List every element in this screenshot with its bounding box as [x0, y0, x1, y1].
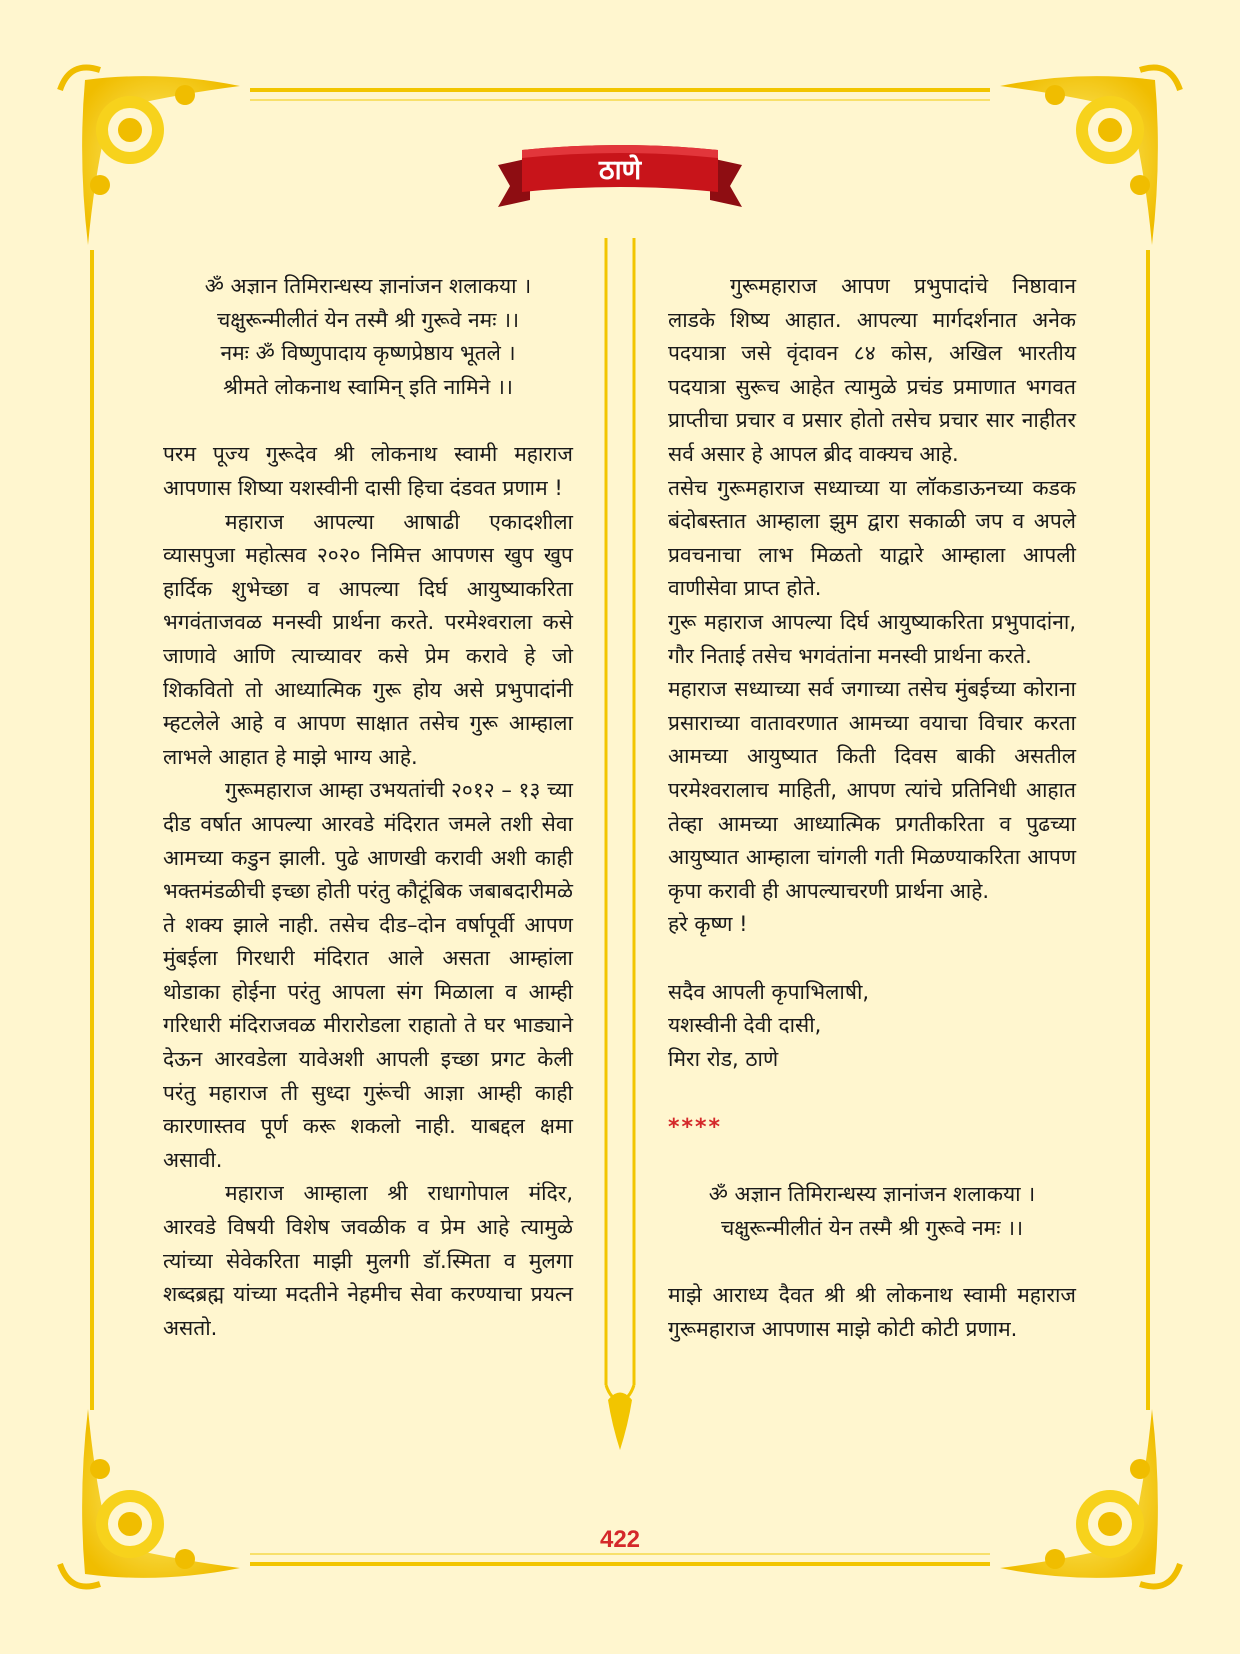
paragraph: गुरूमहाराज आम्हा उभयतांची २०१२ – १३ च्या दीड वर्षात आपल्या आरवडे मंदिरात जमले तशी सेवा आमच्या कडुन झाली. पुढे आणखी करावी अशी काही भक्तमंडळीची इच्छा होती परंतु कौटूंबिक जबाबदारीमळे ते शक्य झाले नाही. तसेच दीड–दोन वर्षापूर्वी आपण मुंबईला गिरधारी मंदिरात आले असता आम्हांला थोडाका होईना परंतु आपला संग मिळाला व आम्ही गरिधारी मंदिराजवळ मीरारोडला राहातो ते घर भाड्याने देऊन आरवडेला यावेअशी आपली इच्छा प्रगट केली परंतु महाराज ती सुध्दा गुरूंची आज्ञा आम्ही काही कारणास्तव पूर्ण करू शकलो नाही. याबद्दल क्षमा असावी. — [163, 778, 573, 1172]
page-number: 422 — [599, 1526, 641, 1553]
signature-line: यशस्वीनी देवी दासी, — [668, 1013, 822, 1038]
verse-line: श्रीमते लोकनाथ स्वामिन् इति नामिने ।। — [223, 374, 513, 399]
opening-verse — [163, 270, 573, 404]
column-divider — [606, 238, 634, 1450]
verse-line: ॐ अज्ञान तिमिरान्धस्य ज्ञानांजन शलाकया । — [204, 274, 532, 298]
signature-line: मिरा रोड, ठाणे — [668, 1047, 779, 1072]
signature-block — [668, 976, 1076, 1077]
paragraph: तसेच गुरूमहाराज सध्याच्या या लॉकडाऊनच्या कडक बंदोबस्तात आम्हाला झुम द्वारा सकाळी जप व अपले प्रवचनाचा लाभ मिळतो याद्वारे आम्हाला आपली वाणीसेवा प्राप्त होते. — [668, 475, 1076, 601]
corner-ornament-bottom-left — [60, 1409, 240, 1587]
verse-line: ॐ अज्ञान तिमिरान्धस्य ज्ञानांजन शलाकया । — [708, 1182, 1036, 1207]
paragraph: परम पूज्य गुरूदेव श्री लोकनाथ स्वामी महाराज आपणास शिष्या यशस्वीनी दासी हिचा दंडवत प्रणाम ! — [163, 442, 573, 500]
paragraph: गुरूमहाराज आपण प्रभुपादांचे निष्ठावान लाडके शिष्य आहात. आपल्या मार्गदर्शनात अनेक पदयात्रा जसे वृंदावन ८४ कोस, अखिल भारतीय पदयात्रा सुरूच आहेत त्यामुळे प्रचंड प्रमाणात भगवत प्राप्तीचा प्रचार व प्रसार होतो तसेच प्रचार सार नाहीतर सर्व असार हे आपल ब्रीद वाक्यच आहे. — [668, 274, 1076, 466]
signature-line: सदैव आपली कृपाभिलाषी, — [668, 979, 870, 1004]
paragraph: गुरू महाराज आपल्या दिर्घ आयुष्याकरिता प्रभुपादांना, गौर निताई तसेच भगवंतांना मनस्वी प्रार्थना करते. — [668, 609, 1076, 668]
left-column — [163, 270, 573, 1345]
paragraph: महाराज सध्याच्या सर्व जगाच्या तसेच मुंबईच्या कोराना प्रसाराच्या वातावरणात आमच्या वयाचा विचार करता आमच्या आयुष्यात किती दिवस बाकी असतील परमेश्वरालाच माहिती, आपण त्यांचे प्रतिनिधी आहात तेव्हा आमच्या आध्यात्मिक प्रगतीकरिता व पुढच्या आयुष्यात आम्हाला चांगली गती मिळण्याकरिता आपण कृपा करावी ही आपल्याचरणी प्रार्थना आहे. — [668, 677, 1076, 903]
separator-stars: **** — [668, 1114, 723, 1140]
section-title: ठाणे — [598, 155, 642, 186]
closing-verse — [668, 1178, 1076, 1245]
paragraph: महाराज आपल्या आषाढी एकादशीला व्यासपुजा महोत्सव २०२० निमित्त आपणस खुप खुप हार्दिक शुभेच्छा व आपल्या दिर्घ आयुष्याकरिता भगवंताजवळ मनस्वी प्रार्थना करते. परमेश्वराला कसे जाणावे आणि त्याच्यावर कसे प्रेम करावे हे जो शिकवितो तो आध्यात्मिक गुरू होय असे प्रभुपादांनी म्हटलेले आहे व आपण साक्षात तसेच गुरू आम्हाला लाभले आहात हे माझे भाग्य आहे. — [163, 509, 573, 769]
verse-line: नमः ॐ विष्णुपादाय कृष्णप्रेष्ठाय भूतले । — [220, 341, 516, 366]
final-paragraph: माझे आराध्य दैवत श्री श्री लोकनाथ स्वामी महाराज गुरूमहाराज आपणास माझे कोटी कोटी प्रणाम. — [668, 1283, 1076, 1342]
paragraph: महाराज आम्हाला श्री राधागोपाल मंदिर, आरवडे विषयी विशेष जवळीक व प्रेम आहे त्यामुळे त्यांच्या सेवेकरिता माझी मुलगी डॉ.स्मिता व मुलगा शब्दब्रह्म यांच्या मदतीने नेहमीच सेवा करण्याचा प्रयत्न असतो. — [163, 1181, 573, 1340]
paragraph: हरे कृष्ण ! — [668, 912, 748, 937]
verse-line: चक्षुरून्मीलीतं येन तस्मै श्री गुरूवे नमः ।। — [216, 307, 520, 332]
verse-line: चक्षुरून्मीलीतं येन तस्मै श्री गुरूवे नमः ।। — [720, 1215, 1024, 1240]
corner-ornament-bottom-right — [1000, 1409, 1180, 1587]
right-column — [668, 270, 1076, 1347]
